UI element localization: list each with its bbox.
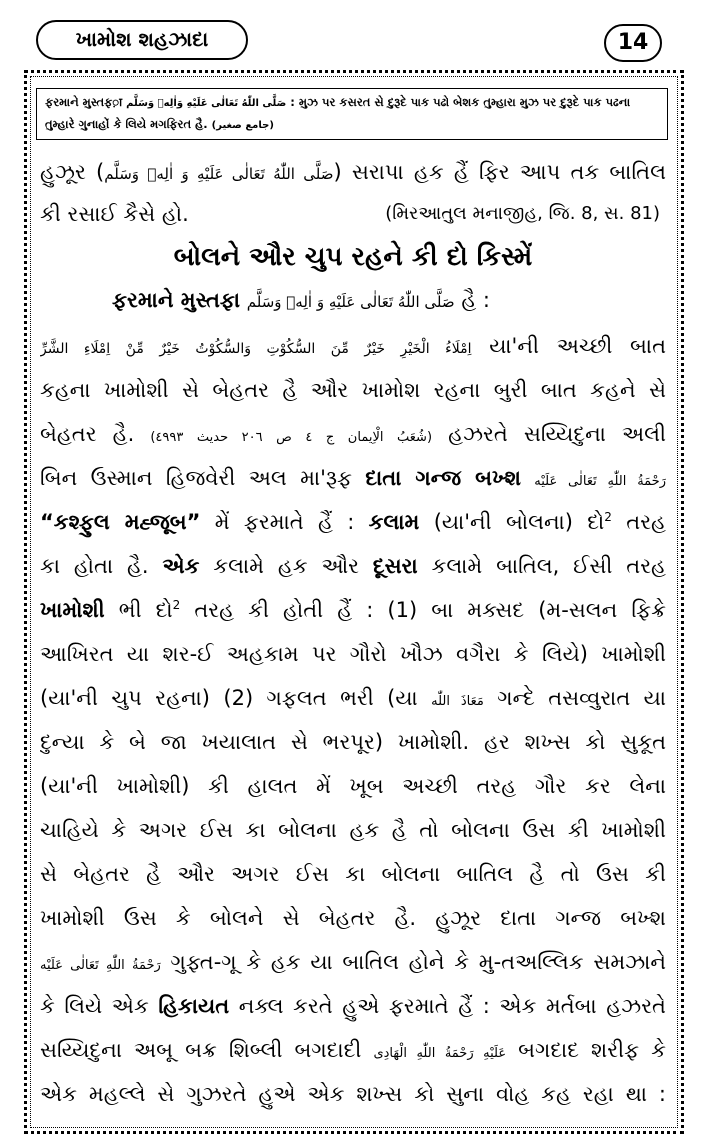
body-line-1	[40, 326, 666, 369]
para1-line-2	[40, 194, 666, 234]
superscript: 2	[604, 510, 612, 524]
text: કા હોતા હૈ.	[40, 554, 149, 578]
durood-notice-box	[36, 88, 668, 140]
farmane-line	[112, 280, 672, 322]
body-line-7	[40, 590, 666, 630]
body-line-4	[40, 458, 666, 502]
body-line-8: આખિરત યા શર-ઈ અહકામ પર ગૌરો ખૌઝ વગૈરા કે લિયે) ખામોશી	[40, 642, 666, 666]
text: મેં ફરમાતે હૈં :	[214, 510, 355, 534]
arabic-salutation: صَلَّى اللّٰهُ تَعَالٰى عَلَيْهِ وَ اٰلِهٖ وَسَلَّم	[246, 293, 455, 311]
reference-arabic: (شُعَبُ الْاِيمان ج ٤ ص ٢٠٦ حديث ٤٩٩٣)	[150, 430, 433, 445]
text: ગન્દે તસવ્વુરાત યા	[497, 686, 666, 710]
notice-source: (جامع صغیر)	[211, 120, 274, 131]
body-line-9	[40, 678, 666, 722]
text: (યા'ની બોલના) દો	[433, 510, 605, 534]
body-line-6	[40, 546, 666, 586]
text: (યા'ની ચુપ રહના) (2) ગફલત ભરી (યા	[40, 686, 418, 710]
text: તરહ	[626, 510, 666, 534]
name-bold: દાતા ગન્જ બખ્શ	[365, 466, 521, 490]
body-line-12: ચાહિયે કે અગર ઈસ કા બોલના હક હૈ તો બોલના ઉસ કી ખામોશી	[40, 818, 666, 842]
para1-line-1	[40, 152, 666, 194]
term-bold: હિકાયત	[158, 994, 230, 1018]
text: કલામે બાતિલ, ઈસી તરહ	[431, 554, 666, 578]
body-line-2: કહના ખામોશી સે બેહતર હૈ ઔર ખામોશ રહના બુરી બાત કહને સે	[40, 378, 666, 402]
term-bold: દૂસરા	[372, 554, 418, 578]
text: તરહ કી હોતી હૈં : (1) બા મક્સદ (મ-સલન ફિક્રે	[194, 598, 666, 622]
text: કલામે હક ઔર	[213, 554, 360, 578]
page-header	[0, 0, 704, 70]
text: યા'ની અચ્છી બાત	[489, 334, 666, 358]
text: ગુફ્ત-ગૂ કે હક યા બાતિલ હોને કે મુ-તઅલ્લિક સમઝાને	[170, 950, 666, 974]
text: કે લિયે એક	[40, 994, 149, 1018]
notice-line-1	[45, 92, 659, 114]
body-line-5	[40, 502, 666, 542]
notice-text-2: તુમ્હારે ગુનાહોં કે લિયે મગફિરત હૈ.	[45, 117, 208, 131]
text: નક્લ કરતે હુએ ફરમાતે હૈં : એક મર્તબા હઝરતે	[238, 994, 666, 1018]
text: ) સરાપા હક હૈં ફિર આપ તક બાતિલ	[333, 160, 666, 184]
notice-arabic: صَلَّى اللّٰهُ تَعَالٰى عَلَيْهِ وَاٰلِهٖ وَسَلَّم	[126, 98, 287, 109]
book-title: ખામોશ શહઝાદા	[36, 20, 248, 60]
body-line-16	[40, 986, 666, 1026]
arabic-hadith: اِمْلَاءُ الْخَيْرِ خَيْرٌ مِّنَ السُّكُوْتِ وَالسُّكُوْتُ خَيْرٌ مِّنْ اِمْلَاءِ الشَّرِّ	[40, 341, 472, 357]
body-line-15	[40, 942, 666, 986]
body-line-17	[40, 1030, 666, 1074]
body-line-10: દુન્યા કે બે જા ખયાલાત સે ભરપૂર) ખામોશી. હર શખ્સ કો સુકૂત	[40, 730, 666, 754]
text: બગદાદ શરીફ કે	[518, 1038, 666, 1062]
body-line-14: ખામોશી ઉસ કે બોલને સે બેહતર હૈ. હુઝૂર દાતા ગન્જ બખ્શ	[40, 906, 666, 930]
text: સય્યિદુના અબૂ બક્ર શિબ્લી બગદાદી	[40, 1038, 362, 1062]
text: કી રસાઈ કૈસે હો.	[40, 202, 189, 226]
book-name: “કશ્ફુલ મહ્જૂબ”	[40, 510, 201, 534]
arabic-salutation: عَلَيْهِ رَحْمَةُ اللّٰهِ الْهَادِى	[373, 1046, 507, 1061]
notice-line-2	[45, 114, 659, 136]
arabic-salutation: صَلَّى اللّٰهُ تَعَالٰى عَلَيْهِ وَ اٰلِهٖ وَسَلَّم	[104, 165, 334, 183]
text: બેહતર હૈ.	[40, 422, 135, 446]
body-line-13: સે બેહતર હૈ ઔર અગર ઈસ કા બોલના બાતિલ હૈ તો ઉસ કી	[40, 862, 666, 886]
section-heading: બોલને ઔર ચુપ રહને કી દો કિસ્મેં	[173, 242, 533, 272]
body-line-3	[40, 414, 666, 458]
notice-text-1: : મુઝ પર કસરત સે દુરૂદે પાક પઢો બેશક તુમ્હારા મુઝ પર દુરૂદે પાક પઢના	[290, 95, 631, 109]
term-bold: કલામ	[368, 510, 420, 534]
text: હૈ :	[461, 288, 491, 312]
text: હઝરતે સય્યિદુના અલી	[448, 422, 666, 446]
arabic-phrase: مَعَاذَ اللّٰه	[431, 694, 484, 709]
term-bold: એક	[162, 554, 200, 578]
text: હુઝૂર (	[40, 160, 105, 184]
body-line-11: (યા'ની ખામોશી) કી હાલત મેં ખૂબ અચ્છી તરહ ગૌર કર લેના	[40, 774, 666, 798]
text: બિન ઉસ્માન હિજવેરી અલ મા'રૂફ	[40, 466, 353, 490]
arabic-salutation: رَحْمَةُ اللّٰهِ تَعَالٰى عَلَيْه	[534, 474, 666, 489]
text: ભી દો	[118, 598, 173, 622]
farmane-label: ફરમાને મુસ્તફા	[112, 288, 241, 312]
page-number: 14	[604, 24, 662, 62]
reference: (મિરઆતુલ મનાજીહ, જિ. 8, સ. 81)	[385, 203, 660, 224]
body-line-18: એક મહલ્લે સે ગુઝરતે હુએ એક શખ્સ કો સુના વોહ કહ રહા થા :	[40, 1082, 666, 1106]
notice-label: ફરમાને મુસ્તફ़ा	[45, 95, 123, 109]
arabic-salutation: رَحْمَةُ اللّٰهِ تَعَالٰى عَلَيْه	[40, 958, 161, 973]
superscript: 2	[172, 598, 181, 612]
term-bold: ખામોશી	[40, 598, 105, 622]
